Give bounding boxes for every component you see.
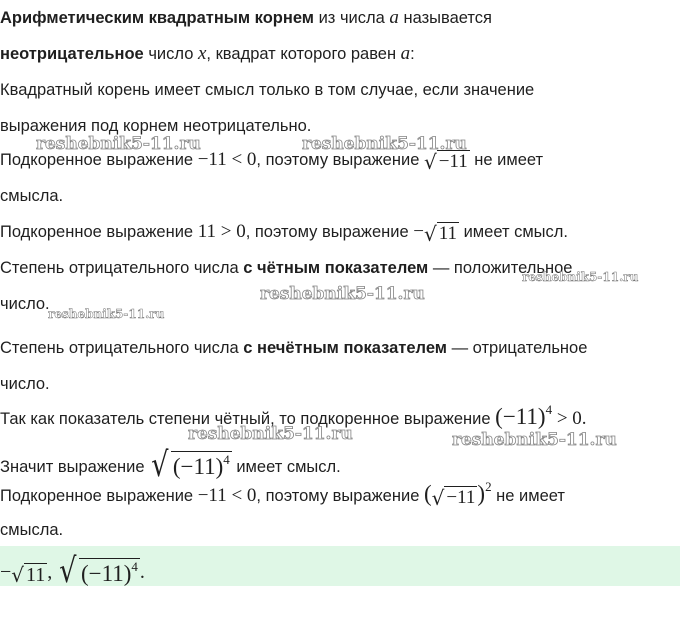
math-inequality: > 0.: [552, 408, 587, 429]
radicand: 11: [438, 223, 457, 244]
case-1-line-2: смысла.: [0, 187, 64, 205]
var-a: a: [389, 7, 399, 28]
even-power-line-1: [0, 256, 572, 280]
var-x: x: [197, 43, 207, 64]
sqrt-expression: [149, 445, 232, 485]
radicand: 11: [26, 564, 46, 586]
text: число: [143, 45, 198, 63]
radical-sign-icon: √: [423, 150, 437, 174]
open-paren: (: [423, 481, 432, 506]
math-inequality: 11 > 0: [197, 221, 246, 242]
separator: ,: [47, 561, 58, 583]
radical-sign-icon: √: [59, 551, 77, 591]
sqrt-expression: [432, 486, 478, 508]
text: имеет смысл.: [231, 458, 341, 476]
text: из числа: [314, 9, 390, 27]
power-base: (−11): [80, 561, 132, 586]
radical-sign-icon: √: [431, 486, 445, 510]
math-inequality: −11 < 0: [197, 149, 257, 170]
watermark: reshebnik5-11.ru: [260, 284, 425, 304]
watermark: reshebnik5-11.ru: [48, 307, 165, 321]
radicand: −11: [438, 151, 468, 172]
text: , квадрат которого равен: [206, 45, 401, 63]
case-2-line: [0, 220, 568, 244]
text: не имеет: [491, 487, 565, 505]
watermark: reshebnik5-11.ru: [522, 270, 639, 284]
text: :: [410, 45, 415, 63]
text: называется: [398, 9, 492, 27]
watermark: reshebnik5-11.ru: [452, 430, 617, 450]
radical-sign-icon: √: [423, 222, 437, 246]
watermark: reshebnik5-11.ru: [302, 134, 467, 154]
term-bold: неотрицательное: [0, 45, 144, 63]
case-4-line-1: [0, 479, 565, 510]
answer-box: [0, 546, 680, 591]
text: Подкоренное выражение: [0, 223, 198, 241]
minus-sign: −: [0, 561, 12, 583]
definition-line-1: [0, 6, 492, 30]
power-exponent: 2: [485, 479, 492, 494]
power-exponent: 4: [131, 559, 138, 574]
sqrt-expression: [424, 222, 459, 244]
text: имеет смысл.: [459, 223, 569, 241]
text: Так как показатель степени чётный, то подкоренное выражение: [0, 410, 496, 428]
case-3-conclusion: [0, 445, 341, 485]
watermark: reshebnik5-11.ru: [188, 424, 353, 444]
radicand: [171, 451, 232, 482]
rule-line-1: Квадратный корень имеет смысл только в том случае, если значение: [0, 81, 535, 99]
text: не имеет: [469, 151, 544, 169]
rule-line-2: выражения под корнем неотрицательно.: [0, 117, 312, 135]
text: , поэтому выражение: [245, 223, 414, 241]
power-exponent: 4: [223, 452, 230, 467]
text: Степень отрицательного числа: [0, 259, 244, 277]
text: — отрицательное: [447, 339, 588, 357]
radicand: [79, 558, 140, 588]
radical-sign-icon: √: [151, 445, 169, 485]
math-inequality: −11 < 0: [197, 485, 257, 506]
odd-power-line-2: число.: [0, 375, 50, 393]
text: , поэтому выражение: [256, 151, 424, 169]
term-bold: с чётным показателем: [243, 259, 429, 277]
definition-line-2: [0, 42, 415, 66]
text: , поэтому выражение: [256, 487, 424, 505]
watermark: reshebnik5-11.ru: [36, 134, 201, 154]
sqrt-expression: [11, 563, 47, 585]
odd-power-line-1: [0, 336, 587, 360]
var-a: a: [400, 43, 411, 64]
power-base: (−11): [172, 454, 224, 479]
text: Подкоренное выражение: [0, 487, 198, 505]
radicand: −11: [446, 487, 476, 508]
close-paren: ): [477, 481, 486, 506]
text: Значит выражение: [0, 458, 150, 476]
text: — положительное: [428, 259, 573, 277]
term-bold: с нечётным показателем: [243, 339, 447, 357]
power-exponent: 4: [545, 402, 553, 417]
text: Подкоренное выражение: [0, 151, 198, 169]
minus-sign: −: [413, 221, 424, 242]
term-bold: Арифметическим квадратным корнем: [0, 9, 314, 27]
period: .: [139, 561, 145, 583]
even-power-line-2: число.: [0, 295, 50, 313]
power-base: (−11): [495, 404, 546, 429]
text: Степень отрицательного числа: [0, 339, 244, 357]
answer-expression: [0, 551, 145, 591]
sqrt-expression: [57, 551, 140, 591]
case-4-line-2: смысла.: [0, 521, 64, 539]
radical-sign-icon: √: [11, 563, 25, 587]
